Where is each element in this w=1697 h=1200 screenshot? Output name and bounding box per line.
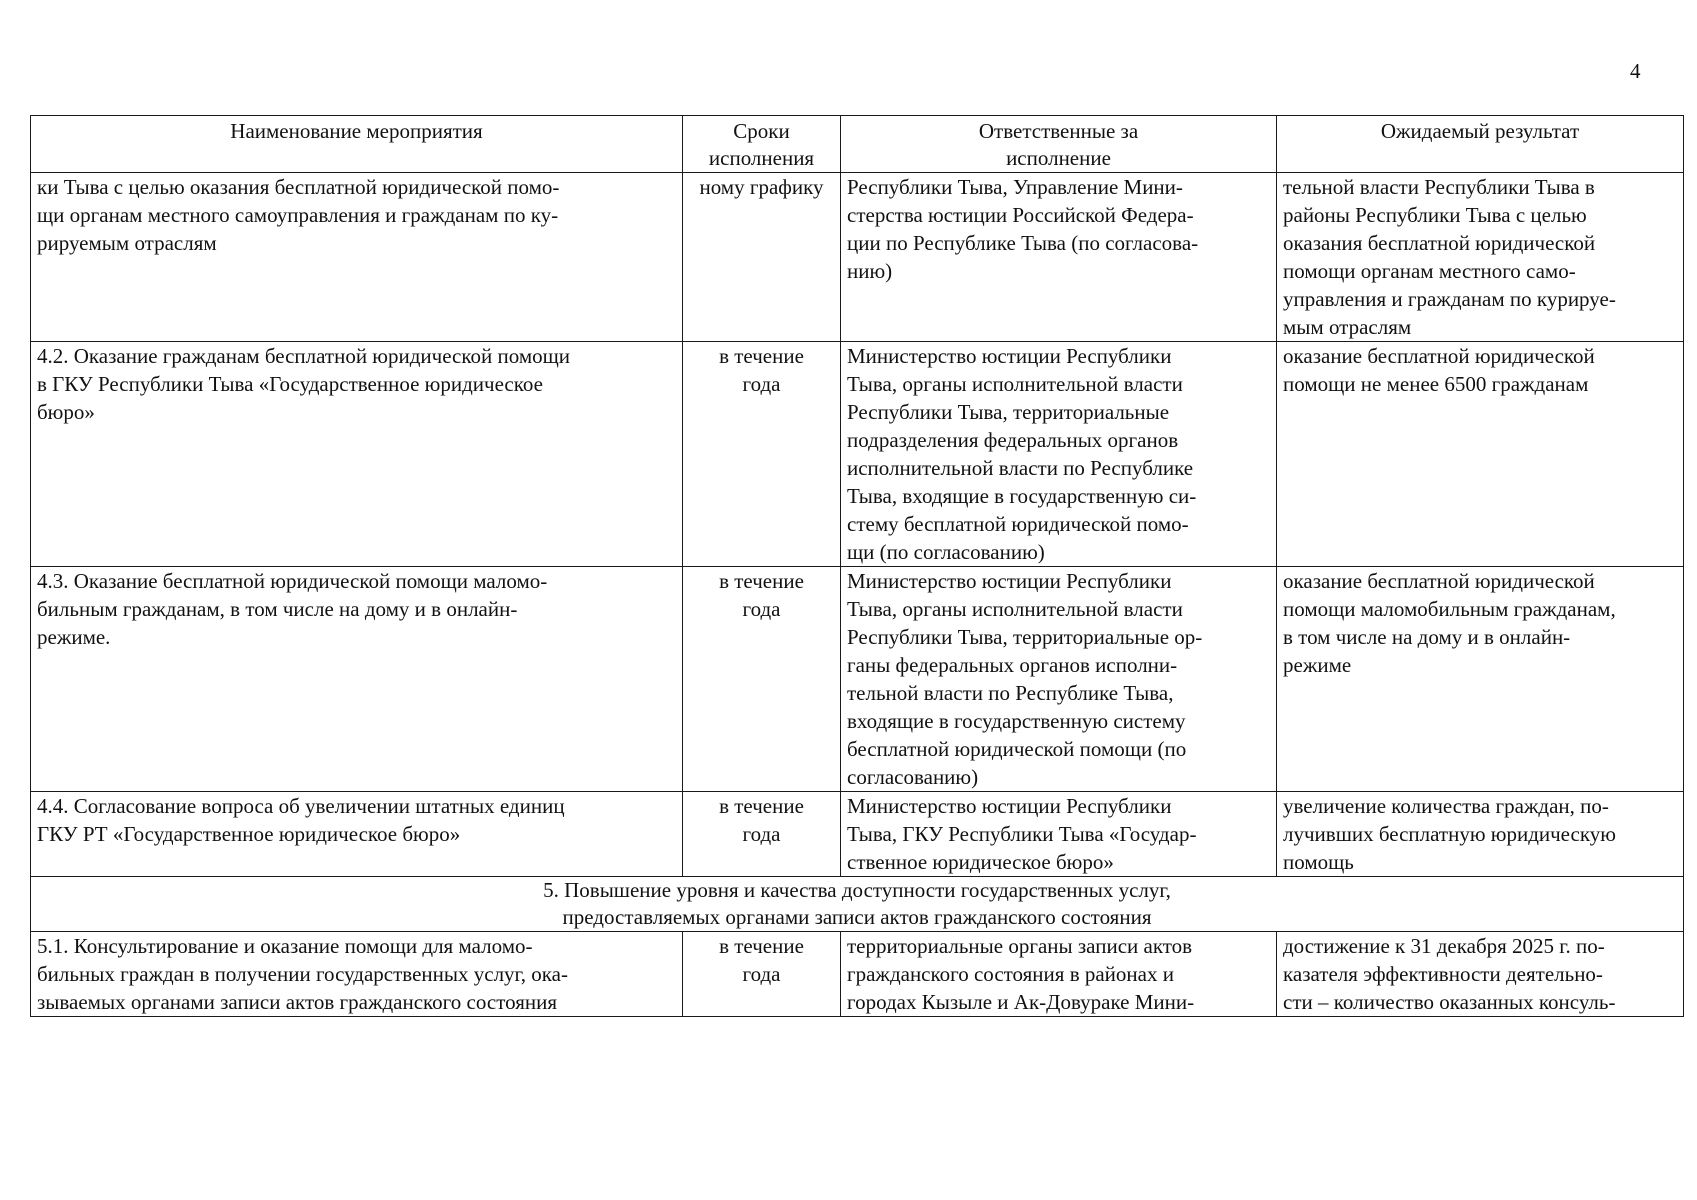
- cell-responsible: территориальные органы записи актов гражданского состояния в районах и городах Кызыле и Ак-Довураке Мини-: [841, 932, 1277, 1017]
- header-name: Наименование мероприятия: [31, 116, 683, 173]
- cell-term: в течение года: [683, 932, 841, 1017]
- table-row: [31, 567, 1684, 792]
- cell-responsible: Республики Тыва, Управление Мини- стерства юстиции Российской Федера- ции по Республике Тыва (по согласова- нию): [841, 173, 1277, 342]
- table-row: [31, 792, 1684, 877]
- table-row: [31, 342, 1684, 567]
- section-row: [31, 877, 1684, 932]
- table-header-row: [31, 116, 1684, 173]
- cell-name: 4.2. Оказание гражданам бесплатной юридической помощи в ГКУ Республики Тыва «Государственное юридическое бюро»: [31, 342, 683, 567]
- section-heading: 5. Повышение уровня и качества доступности государственных услуг, предоставляемых органами записи актов гражданского состояния: [31, 877, 1684, 932]
- cell-result: увеличение количества граждан, по- лучивших бесплатную юридическую помощь: [1277, 792, 1684, 877]
- cell-term: ному графику: [683, 173, 841, 342]
- cell-result: достижение к 31 декабря 2025 г. по- казателя эффективности деятельно- сти – количество оказанных консуль-: [1277, 932, 1684, 1017]
- table-row: [31, 932, 1684, 1017]
- table-row: [31, 173, 1684, 342]
- page-number: 4: [1630, 59, 1641, 83]
- cell-responsible: Министерство юстиции Республики Тыва, органы исполнительной власти Республики Тыва, территориальные ор- ганы федеральных органов исполни- тельной власти по Республике Тыва, входящие в государственную систему бесплатной юридической помощи (по согласованию): [841, 567, 1277, 792]
- header-responsible: Ответственные за исполнение: [841, 116, 1277, 173]
- cell-term: в течение года: [683, 342, 841, 567]
- cell-responsible: Министерство юстиции Республики Тыва, органы исполнительной власти Республики Тыва, территориальные подразделения федеральных органов исполнительной власти по Республике Тыва, входящие в государственную си- стему бесплатной юридической помо- щи (по согласованию): [841, 342, 1277, 567]
- cell-name: 5.1. Консультирование и оказание помощи для маломо- бильных граждан в получении государственных услуг, ока- зываемых органами записи актов гражданского состояния: [31, 932, 683, 1017]
- cell-name: 4.4. Согласование вопроса об увеличении штатных единиц ГКУ РТ «Государственное юридическое бюро»: [31, 792, 683, 877]
- cell-responsible: Министерство юстиции Республики Тыва, ГКУ Республики Тыва «Государ- ственное юридическое бюро»: [841, 792, 1277, 877]
- cell-name: 4.3. Оказание бесплатной юридической помощи маломо- бильным гражданам, в том числе на дому и в онлайн- режиме.: [31, 567, 683, 792]
- cell-name: ки Тыва с целью оказания бесплатной юридической помо- щи органам местного самоуправления и гражданам по ку- рируемым отраслям: [31, 173, 683, 342]
- action-plan-table: [30, 115, 1684, 1017]
- cell-result: оказание бесплатной юридической помощи маломобильным гражданам, в том числе на дому и в онлайн- режиме: [1277, 567, 1684, 792]
- cell-result: оказание бесплатной юридической помощи не менее 6500 гражданам: [1277, 342, 1684, 567]
- header-result: Ожидаемый результат: [1277, 116, 1684, 173]
- cell-result: тельной власти Республики Тыва в районы Республики Тыва с целью оказания бесплатной юридической помощи органам местного само- управления и гражданам по курируе- мым отраслям: [1277, 173, 1684, 342]
- cell-term: в течение года: [683, 567, 841, 792]
- cell-term: в течение года: [683, 792, 841, 877]
- header-term: Сроки исполнения: [683, 116, 841, 173]
